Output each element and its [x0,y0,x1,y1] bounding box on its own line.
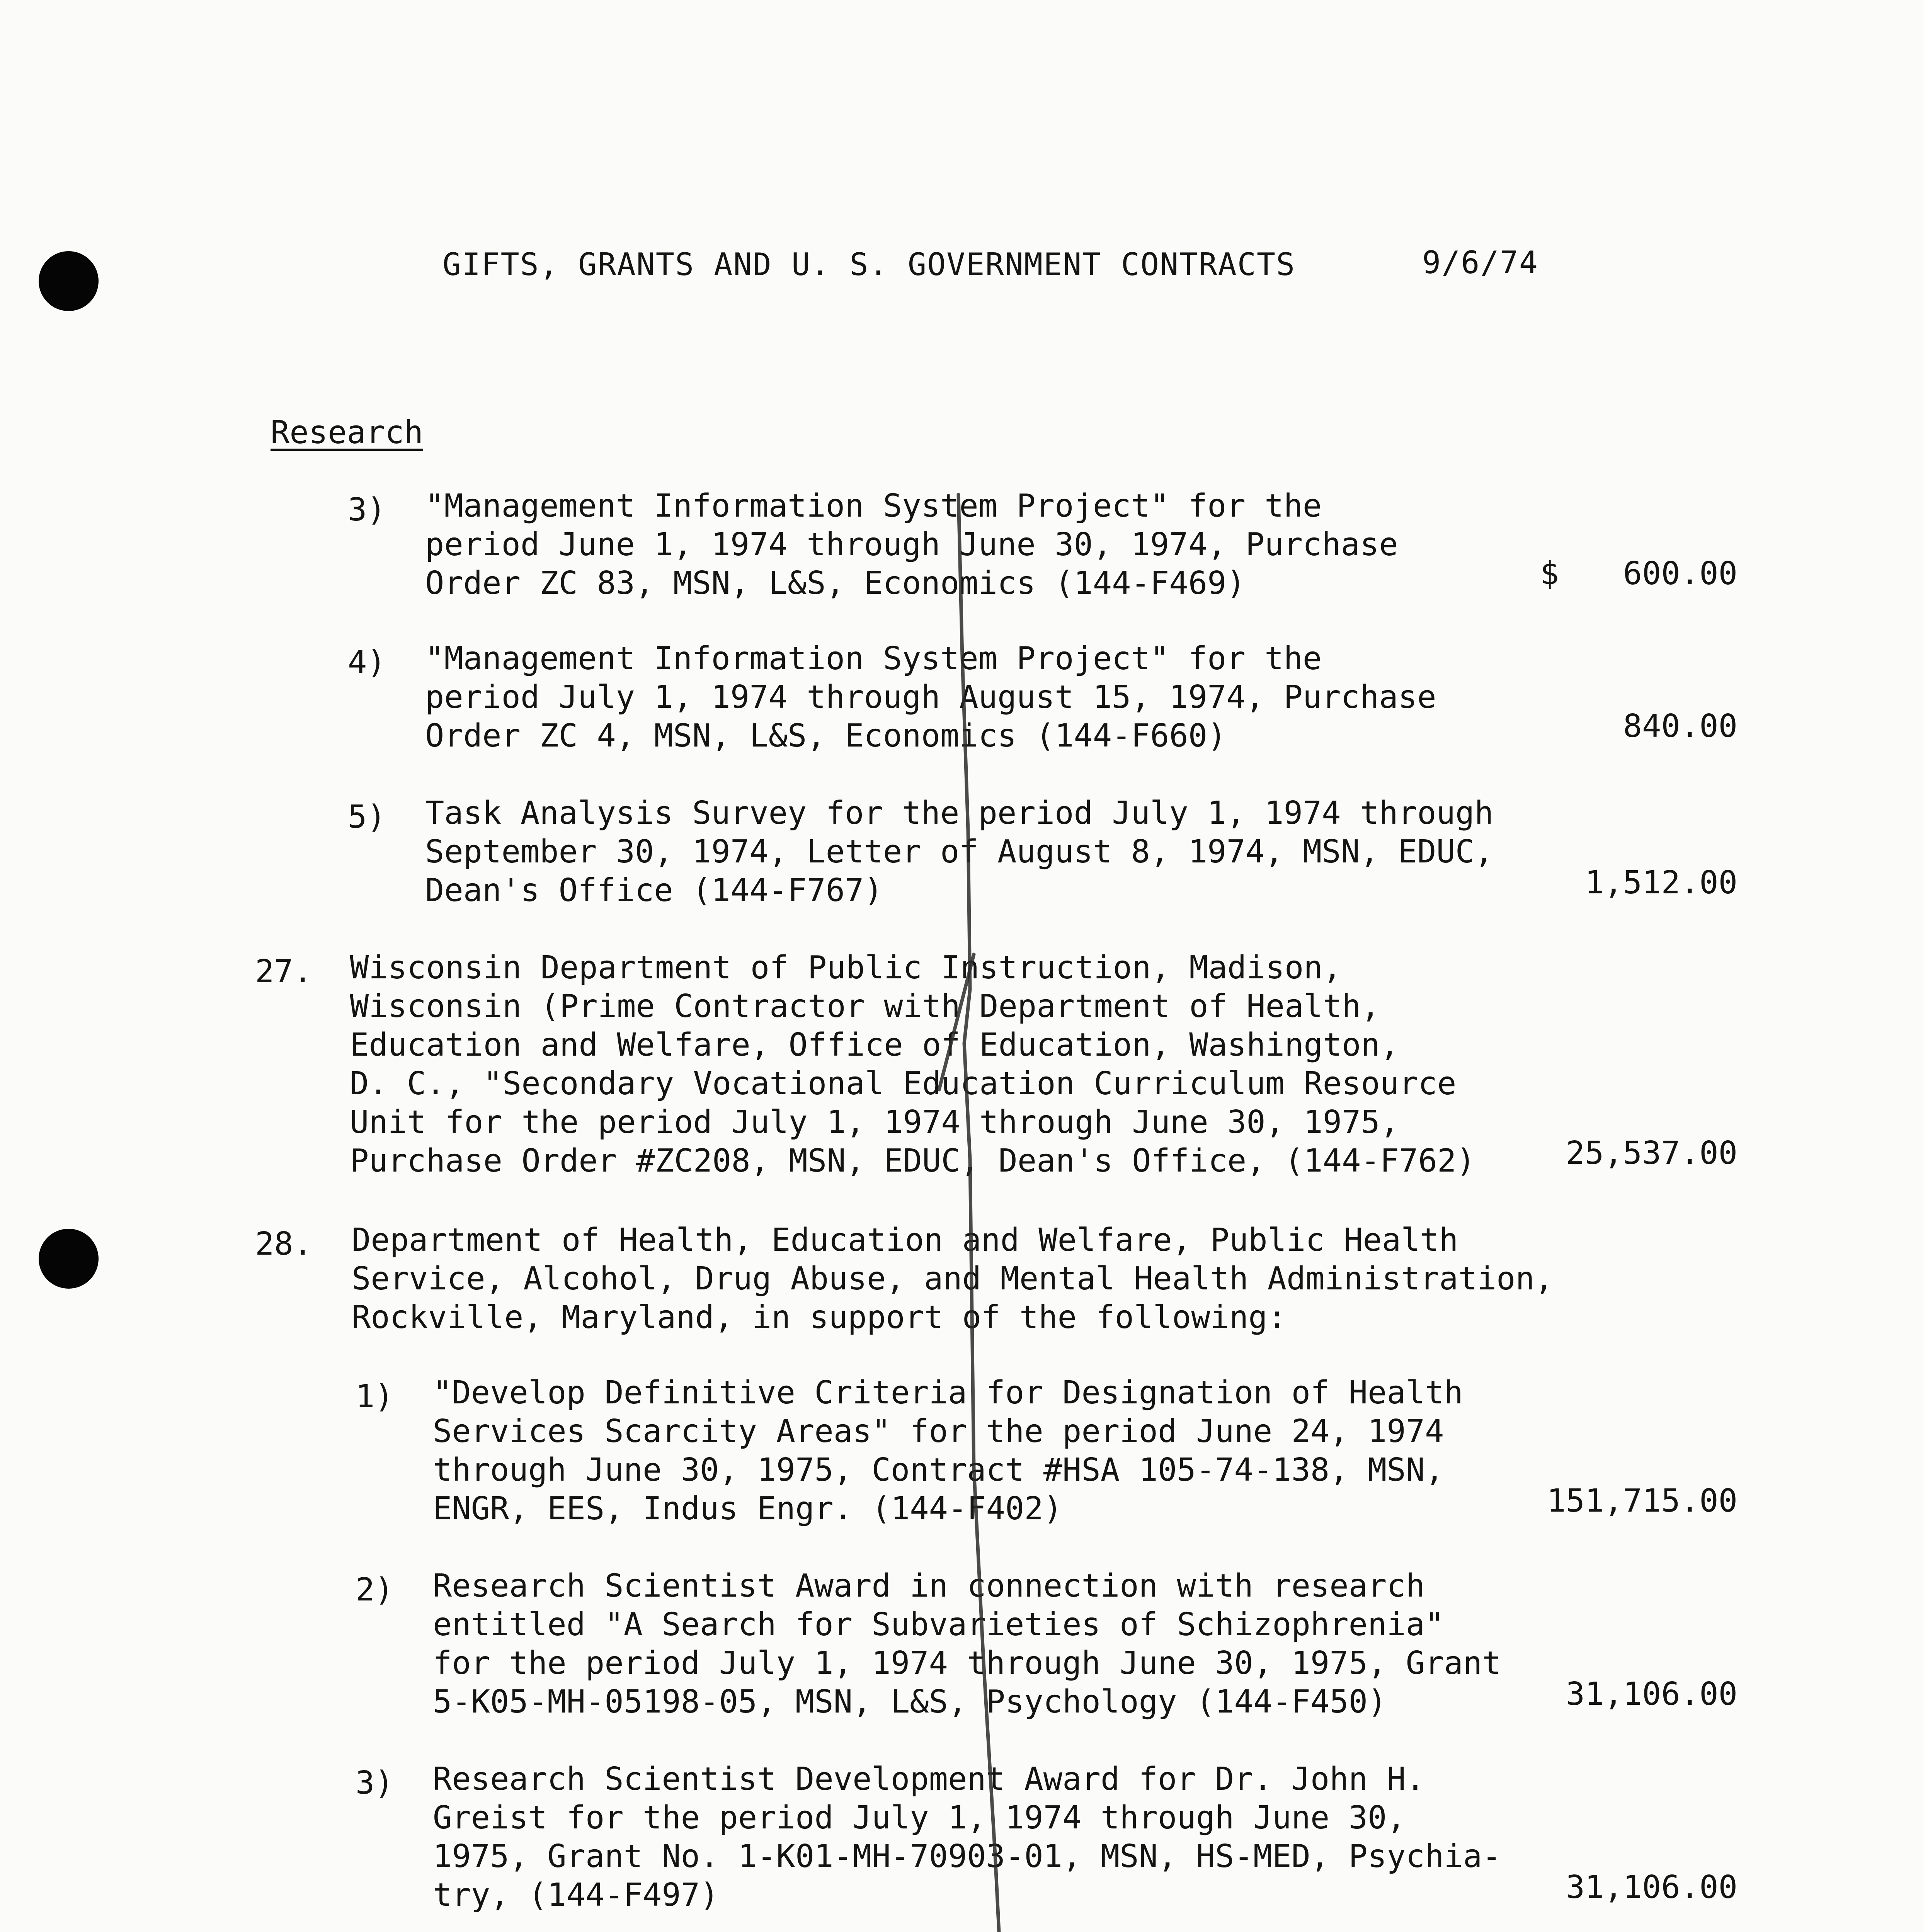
document-date: 9/6/74 [1422,245,1538,281]
item-line: try, (144-F497) [433,1877,719,1913]
item-line: 1975, Grant No. 1-K01-MH-70903-01, MSN, HS-MED, Psychia- [433,1838,1501,1875]
item-label: 1) [356,1378,394,1415]
item-line: Dean's Office (144-F767) [425,872,883,909]
item-line: "Management Information System Project" for the [425,640,1322,677]
item-amount: 151,715.00 [1547,1483,1738,1519]
item-line: "Develop Definitive Criteria for Designation of Health [433,1374,1463,1411]
item-line: September 30, 1974, Letter of August 8, 1974, MSN, EDUC, [425,833,1494,870]
item-amount: 25,537.00 [1566,1135,1738,1172]
item-line: 5-K05-MH-05198-05, MSN, L&S, Psychology (144-F450) [433,1684,1387,1720]
item-line: Purchase Order #ZC208, MSN, EDUC, Dean's Office, (144-F762) [350,1143,1475,1179]
item-amount: 840.00 [1623,708,1738,745]
document-title: GIFTS, GRANTS AND U. S. GOVERNMENT CONTRACTS [442,247,1296,282]
item-line: Rockville, Maryland, in support of the following: [352,1299,1287,1336]
item-amount: 1,512.00 [1585,864,1738,901]
item-amount: 600.00 [1623,555,1738,592]
item-line: period June 1, 1974 through June 30, 1974, Purchase [425,526,1398,563]
item-line: period July 1, 1974 through August 15, 1974, Purchase [425,679,1436,716]
item-line: Services Scarcity Areas" for the period June 24, 1974 [433,1413,1444,1450]
item-line: Order ZC 4, MSN, L&S, Economics (144-F660) [425,718,1227,754]
item-line: entitled "A Search for Subvarieties of Schizophrenia" [433,1606,1444,1643]
item-line: Task Analysis Survey for the period July 1, 1974 through [425,795,1494,832]
item-line: for the period July 1, 1974 through June 30, 1975, Grant [433,1645,1501,1682]
item-line: Wisconsin (Prime Contractor with Department of Health, [350,988,1380,1025]
section-heading: Research [271,414,423,451]
item-amount: 31,106.00 [1566,1869,1738,1906]
item-label: 28. [255,1226,313,1262]
item-label: 27. [255,953,313,990]
item-line: through June 30, 1975, Contract #HSA 105-74-138, MSN, [433,1452,1444,1488]
item-line: Service, Alcohol, Drug Abuse, and Mental Health Administration, [352,1260,1554,1297]
item-line: Wisconsin Department of Public Instruction, Madison, [350,949,1342,986]
item-line: Greist for the period July 1, 1974 through June 30, [433,1799,1406,1836]
item-line: ENGR, EES, Indus Engr. (144-F402) [433,1490,1063,1527]
item-line: Unit for the period July 1, 1974 through June 30, 1975, [350,1104,1399,1141]
item-line: Order ZC 83, MSN, L&S, Economics (144-F469) [425,565,1246,602]
item-label: 4) [348,644,386,681]
item-label: 2) [356,1571,394,1608]
item-line: Education and Welfare, Office of Education, Washington, [350,1027,1399,1063]
currency-symbol: $ [1540,555,1559,592]
item-line: Research Scientist Award in connection with research [433,1568,1425,1604]
item-label: 3) [356,1765,394,1801]
item-line: Department of Health, Education and Welfare, Public Health [352,1222,1458,1259]
item-label: 5) [348,799,386,835]
item-amount: 31,106.00 [1566,1676,1738,1713]
item-line: Research Scientist Development Award for Dr. John H. [433,1761,1425,1798]
item-label: 3) [348,492,386,528]
item-line: "Management Information System Project" for the [425,488,1322,524]
item-line: D. C., "Secondary Vocational Education Curriculum Resource [350,1065,1457,1102]
